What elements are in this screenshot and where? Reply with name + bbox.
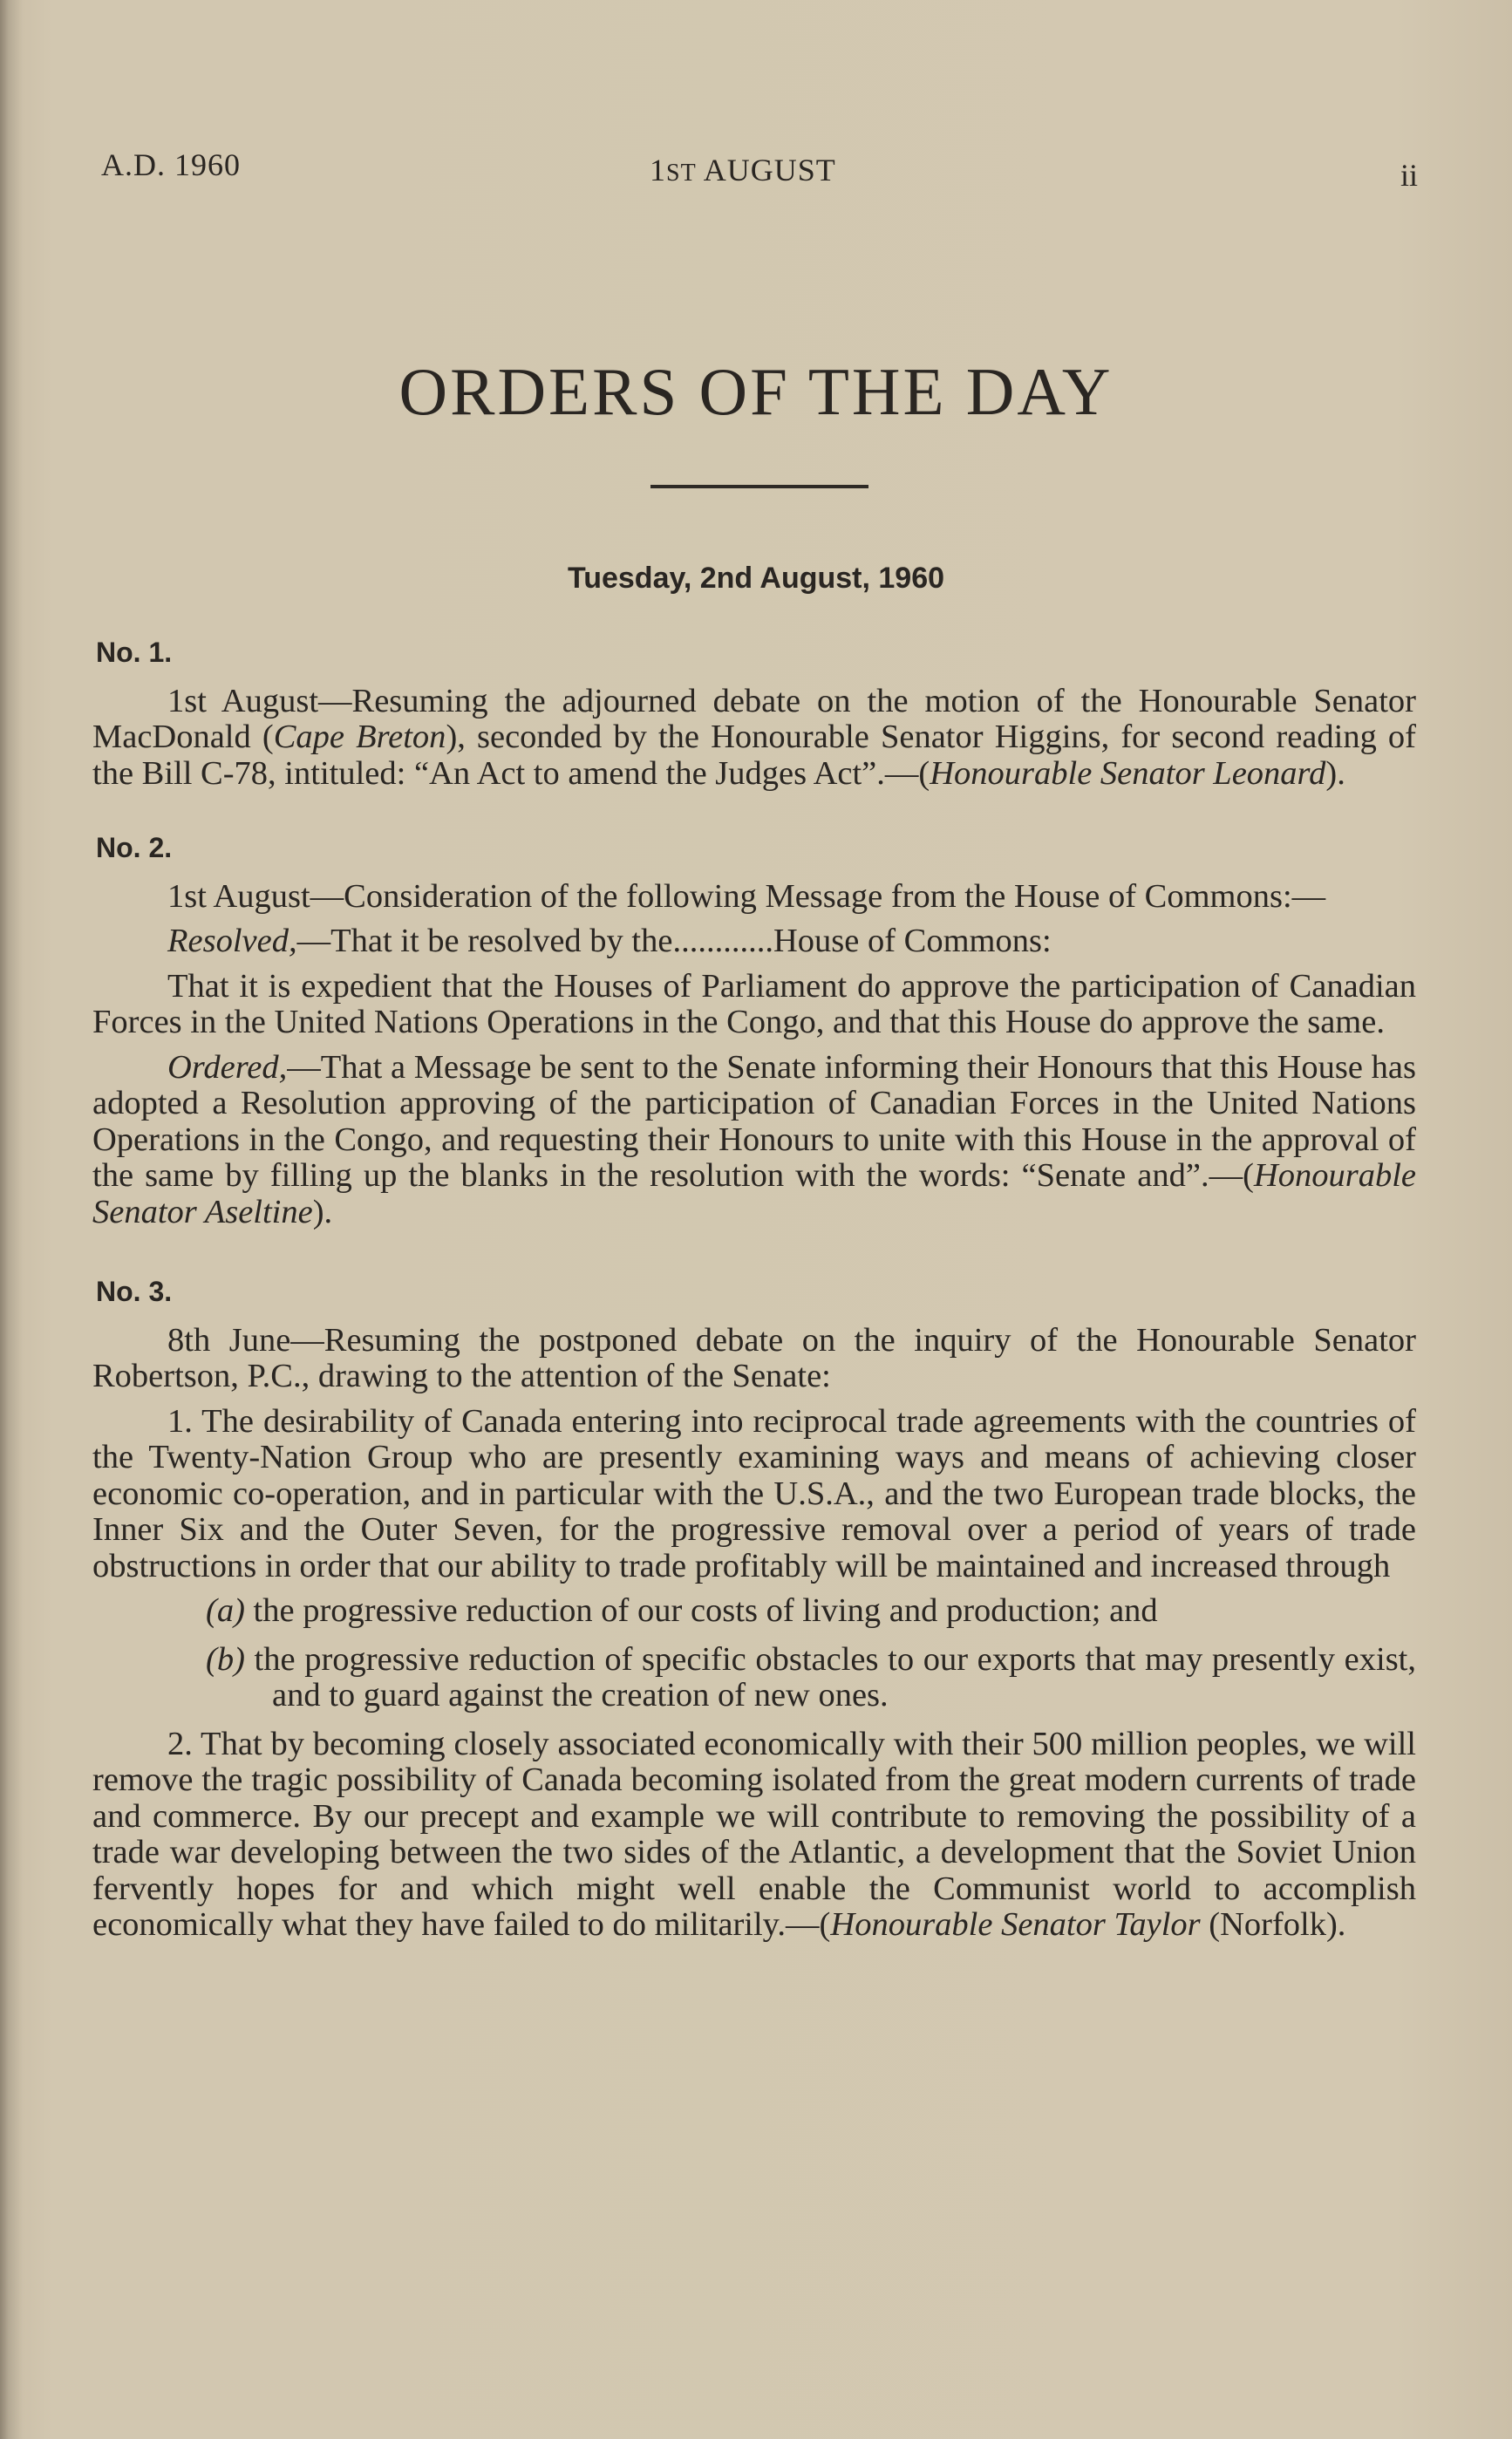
sub-point-b bbox=[92, 1642, 1416, 1714]
ordered-label: Ordered, bbox=[167, 1048, 288, 1086]
orders-body bbox=[92, 635, 1416, 1952]
resolved-text: —That it be resolved by the............House of Commons: bbox=[296, 923, 1052, 959]
order-item-2 bbox=[92, 830, 1416, 1230]
order-text-italic: Honourable Senator Leonard bbox=[930, 754, 1326, 792]
order-number: No. 2. bbox=[96, 832, 173, 863]
order-item-1 bbox=[92, 635, 1416, 792]
page-title: ORDERS OF THE DAY bbox=[398, 354, 1114, 429]
order-number: No. 1. bbox=[96, 637, 173, 668]
sub-point-text: the progressive reduction of our costs of living and production; and bbox=[253, 1592, 1158, 1629]
header-date-suffix: ST bbox=[666, 160, 697, 187]
sub-point-a bbox=[92, 1593, 1416, 1630]
ordered-text: —That a Message be sent to the Senate informing their Honours that this House has adopted a Resolution approving of the participation of Canadian Forces in the United Nations Operations in the Congo, and requesting their Honours to unite with this House in the approval of the same by filling up the blanks in the resolution with the words: “Senate and”.—( bbox=[92, 1048, 1416, 1194]
sub-point-text: the progressive reduction of specific obstacles to our exports that may presently exist, and to guard against the creation of new ones. bbox=[254, 1640, 1416, 1713]
order-intro: 1st August—Consideration of the following Message from the House of Commons:— bbox=[167, 877, 1326, 915]
order-number: No. 3. bbox=[96, 1276, 173, 1307]
page-number: ii bbox=[1400, 158, 1419, 193]
order-text-part: 1st August—Resuming the adjourned debate on the motion of the Honourable Senator MacDonald ( bbox=[92, 682, 1416, 755]
order-intro: 8th June—Resuming the postponed debate on the inquiry of the Honourable Senator Robertson, P.C., drawing to the attention of the Senate: bbox=[92, 1321, 1416, 1394]
ordered-italic: Honourable Senator Aseltine bbox=[92, 1157, 1416, 1230]
ordered-paragraph bbox=[92, 1050, 1416, 1231]
order-text bbox=[92, 684, 1416, 793]
point-2 bbox=[92, 1727, 1416, 1944]
order-text-italic: Cape Breton bbox=[273, 719, 446, 755]
spacer bbox=[92, 1239, 1416, 1274]
resolved-paragraph bbox=[92, 923, 1416, 960]
spacer bbox=[92, 801, 1416, 830]
header-year: A.D. 1960 bbox=[101, 147, 241, 182]
header-date-month: AUGUST bbox=[696, 153, 836, 187]
order-text-part: ), seconded by the Honourable Senator Higgins, for second reading of the Bill C-78, intituled: “An Act to amend the Judges Act”.—( bbox=[92, 719, 1417, 792]
order-text-part: ). bbox=[1325, 754, 1345, 792]
order-item-3 bbox=[92, 1274, 1416, 1944]
sub-point-label: (b) bbox=[206, 1640, 245, 1678]
header-date bbox=[650, 152, 836, 188]
point-2-italic: Honourable Senator Taylor bbox=[830, 1906, 1201, 1943]
point-2-post: (Norfolk). bbox=[1200, 1906, 1346, 1943]
sitting-date: Tuesday, 2nd August, 1960 bbox=[567, 562, 945, 595]
point-2-text: 2. That by becoming closely associated economically with their 500 million peoples, we will remove the tragic possibility of Canada becoming isolated from the great modern currents of trade and commerce. By our precept and example we will contribute to removing the possibility of a trade war developing between the two sides of the Atlantic, a development that the Soviet Union fervently hopes for and which might well enable the Communist world to accomplish economically what they have failed to do militarily.—( bbox=[92, 1725, 1416, 1943]
running-head bbox=[0, 146, 1512, 199]
expedient-paragraph: That it is expedient that the Houses of Parliament do approve the participation of Canadian Forces in the United Nations Operations in the Congo, and that this House do approve the same. bbox=[92, 967, 1416, 1040]
ordered-post: ). bbox=[312, 1193, 333, 1230]
resolved-label: Resolved, bbox=[167, 923, 297, 959]
sub-point-label: (a) bbox=[206, 1592, 245, 1629]
header-date-day: 1 bbox=[650, 153, 666, 187]
title-rule bbox=[650, 485, 868, 488]
point-1: 1. The desirability of Canada entering into reciprocal trade agreements with the countries of the Twenty-Nation Group who are presently examining ways and means of achieving closer economic co-operation, and in particular with the U.S.A., and the two European trade blocks, the Inner Six and the Outer Seven, for the progressive removal over a period of years of trade obstructions in order that our ability to trade profitably will be maintained and increased through bbox=[92, 1402, 1416, 1584]
